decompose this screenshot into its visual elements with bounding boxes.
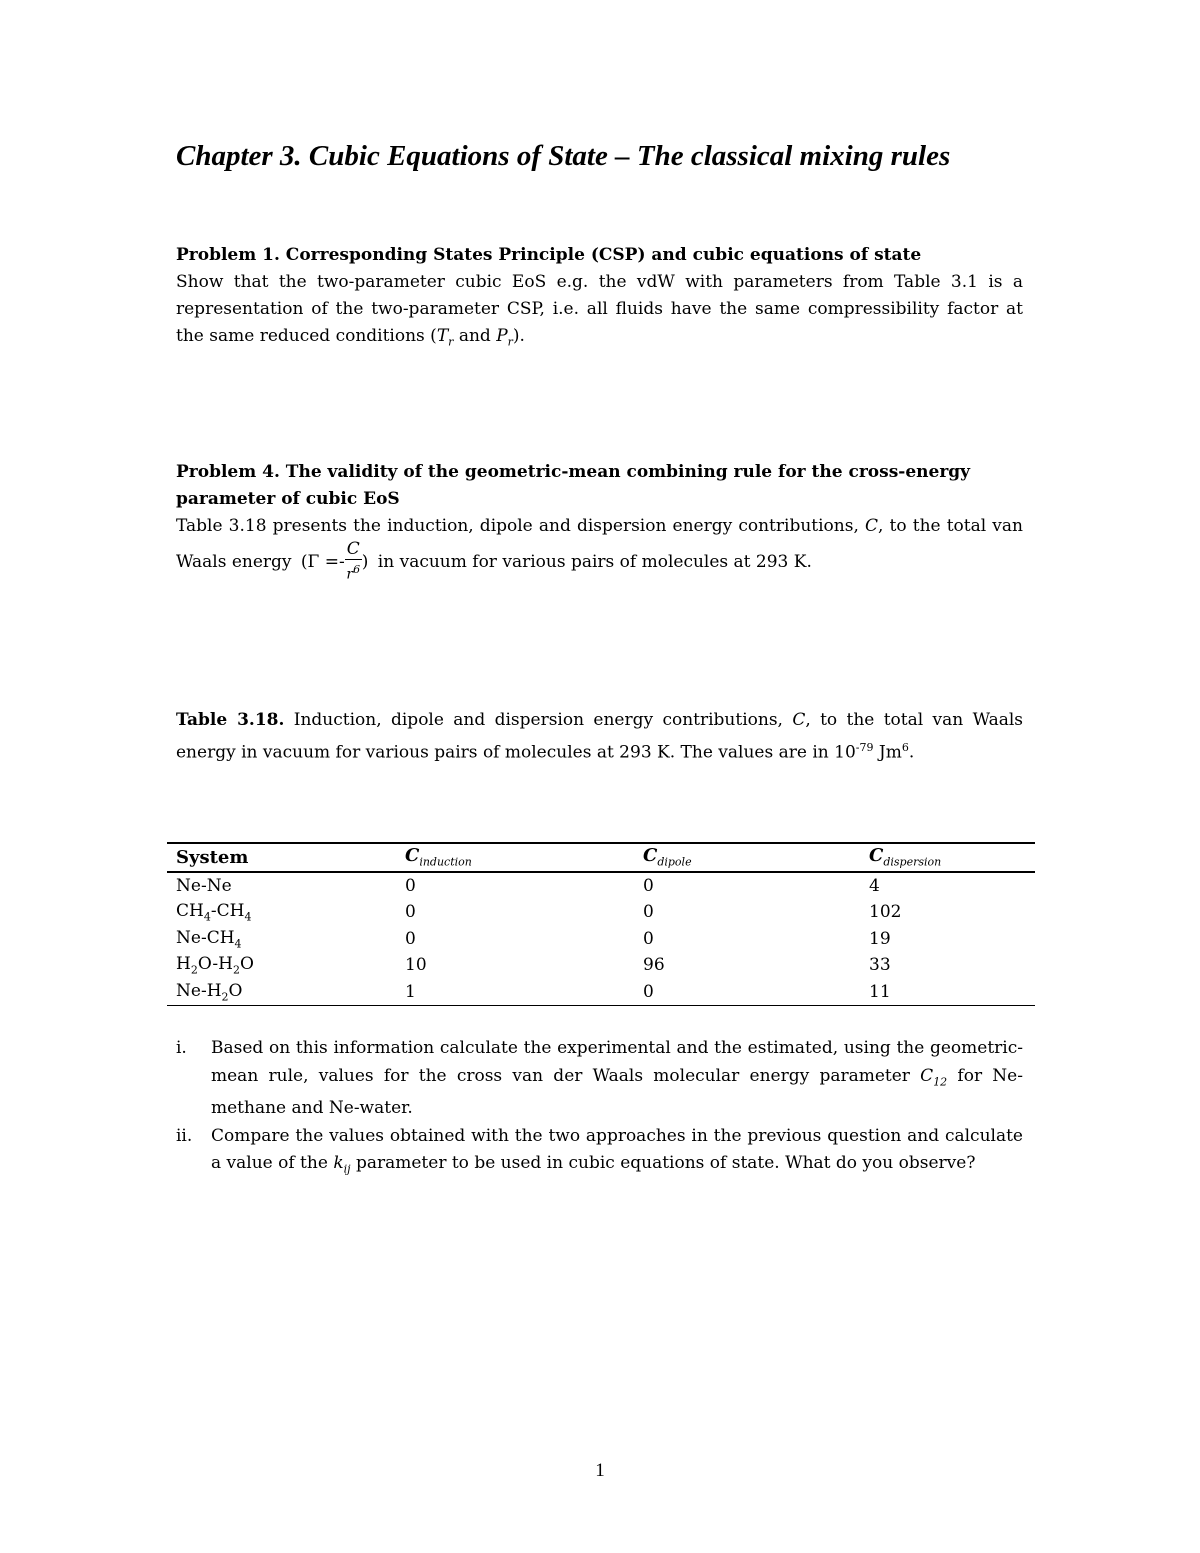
dipole-cell: 0 [643,902,654,923]
dipole-cell: 96 [643,955,665,976]
formula-fraction [345,540,362,585]
dipole-cell: 0 [643,928,654,949]
question-list [176,1035,1023,1183]
dispersion-cell: 102 [869,902,902,923]
formula-numerator: C [346,539,360,559]
induction-cell: 0 [405,928,416,949]
dispersion-cell: 4 [869,875,880,896]
page-number: 1 [595,1460,605,1481]
dispersion-cell: 33 [869,955,891,976]
list-item: ii. Compare the values obtained with the two approaches in the previous question and calculate a value of the $k_{ij}$ parameter to be used in cubic equations of state. What do you observe? [176,1123,1023,1183]
problem-4-heading: Problem 4. The validity of the geometric-mean combining rule for the cross-energy parameter of cubic EoS [176,462,971,509]
dipole-cell: 0 [643,875,654,896]
problem-1 [176,242,1023,355]
problem-1-text-part1: Show that the two-parameter cubic EoS e.g. the vdW with parameters from Table 3.1 is a representation of the two-parameter CSP, i.e. all fluids have the same compressibility factor at the same reduced conditions ( [176,272,1023,346]
header-c-dipole: $C_{dipole}$ [643,845,692,870]
dipole-cell: 0 [643,981,654,1002]
table-row [167,899,1035,926]
formula-lhs: (Γ =- [300,551,345,572]
problem-1-text [176,269,1023,355]
formula-rhs: ) [361,551,369,572]
dispersion-cell: 19 [869,928,891,949]
header-c-dispersion: $C_{dispersion}$ [869,845,942,870]
table-row [167,926,1035,953]
system-cell: Ne-Ne [176,875,232,896]
question-marker: i. [176,1038,187,1058]
table-row [167,952,1035,979]
problem-4-text-part2: , to the total van Waals energy [176,516,1023,572]
kij-symbol: $k_{ij}$ [333,1153,351,1176]
cross-parameter-symbol: $C_{12}$ [920,1065,948,1088]
problem-4-text-part3: in vacuum for various pairs of molecules at 293 K. [372,551,812,572]
problem-4-text [176,513,1023,585]
system-cell: $Ne-H_2O$ [176,980,243,1003]
chapter-title: Chapter 3. Cubic Equations of State – The classical mixing rules [176,140,951,172]
table-row [167,979,1035,1006]
question-marker: ii. [176,1125,193,1146]
problem-1-and: and [453,326,497,346]
reduced-temperature-symbol: $T_r$ [436,326,454,349]
table-caption-label: Table 3.18. [176,710,285,730]
dispersion-cell: 11 [869,981,891,1002]
induction-cell: 10 [405,955,427,976]
system-cell: $CH_4-CH_4$ [176,901,252,924]
problem-4 [176,459,1023,585]
table-row [167,872,1035,900]
formula-denominator: $r^6$ [346,563,361,583]
energy-symbol: C [865,516,879,536]
induction-cell: 0 [405,902,416,923]
table-header-row [167,843,1035,872]
problem-1-end: ). [512,326,525,346]
energy-contributions-table [167,842,1035,1006]
system-cell: $Ne-CH_4$ [176,927,242,950]
problem-1-heading: Problem 1. Corresponding States Principle (CSP) and cubic equations of state [176,245,922,265]
induction-cell: 1 [405,981,416,1002]
reduced-pressure-symbol: $P_r$ [496,326,513,349]
header-c-induction: $C_{induction}$ [405,845,472,870]
induction-cell: 0 [405,875,416,896]
header-system: System [176,846,249,868]
van-waals-energy-formula [301,540,368,585]
list-item: i. Based on this information calculate the experimental and the estimated, using the geometric-mean rule, values for the cross van der Waals molecular energy parameter $C_{12}$ for Ne-methane and Ne-water. [176,1035,1023,1123]
table-caption: Table 3.18. Induction, dipole and dispersion energy contributions, C, to the total van Waals energy in vacuum for various pairs of molecules at 293 K. The values are in $10^{-79}$ Jm$^6$. [176,710,1023,763]
problem-4-text-part1: Table 3.18 presents the induction, dipole and dispersion energy contributions, [176,516,865,536]
system-cell: $H_2O-H_2O$ [176,954,254,977]
